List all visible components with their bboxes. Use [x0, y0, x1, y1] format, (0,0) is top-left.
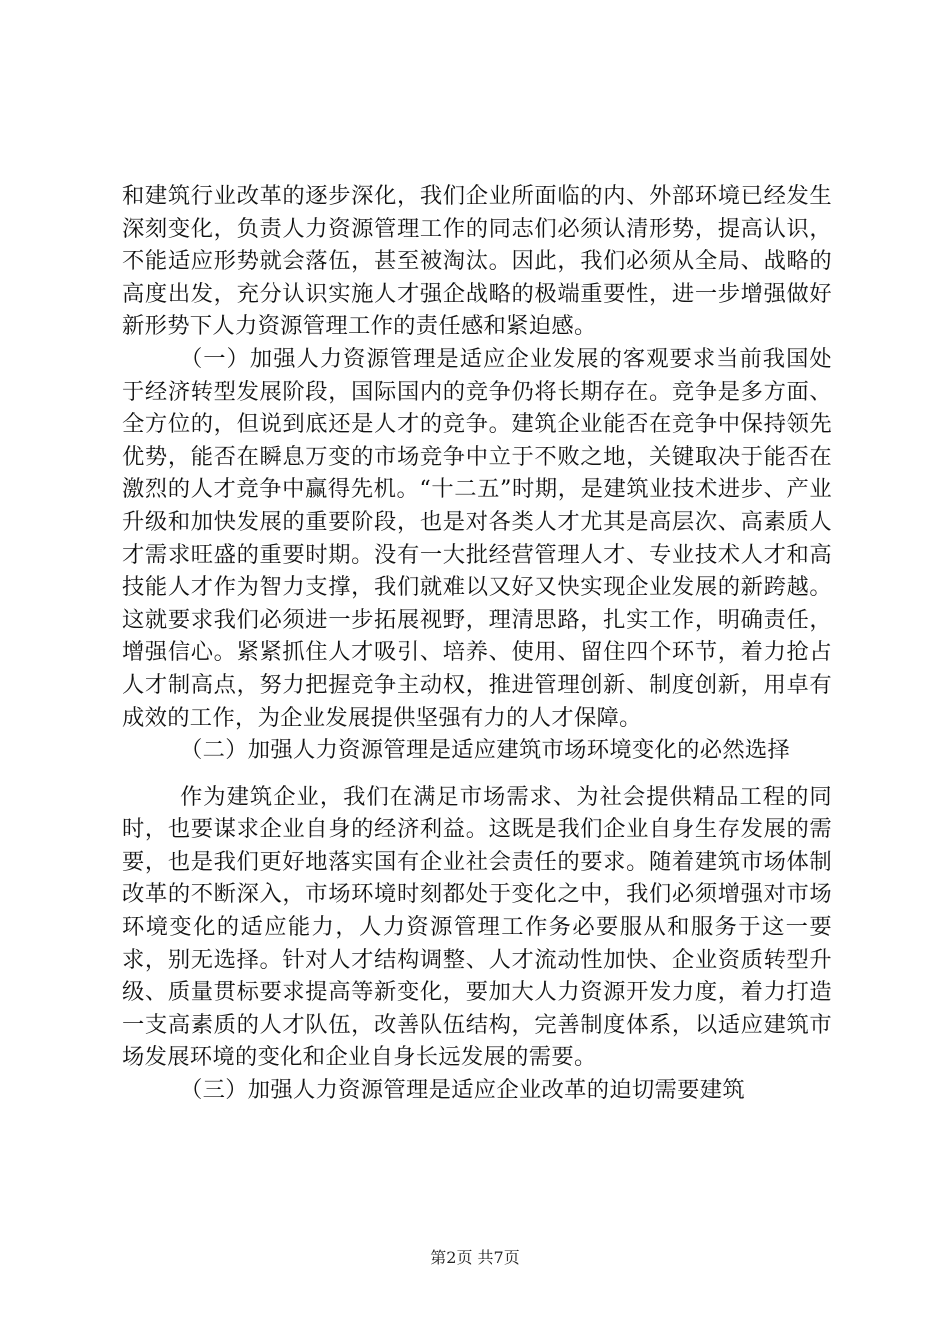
paragraph-section-1: （一）加强人力资源管理是适应企业发展的客观要求当前我国处于经济转型发展阶段，国际国内的竞争仍将长期存在。竞争是多方面、全方位的，但说到底还是人才的竞争。建筑企业能否在竞争中保持领先优势，能否在瞬息万变的市场竞争中立于不败之地，关键取决于能否在激烈的人才竞争中赢得先机。“十二五”时期，是建筑业技术进步、产业升级和加快发展的重要阶段，也是对各类人才尤其是高层次、高素质人才需求旺盛的重要时期。没有一大批经营管理人才、专业技术人才和高技能人才作为智力支撑，我们就难以又好又快实现企业发展的新跨越。这就要求我们必须进一步拓展视野，理清思路，扎实工作，明确责任，增强信心。紧紧抓住人才吸引、培养、使用、留住四个环节，着力抢占人才制高点，努力把握竞争主动权，推进管理创新、制度创新，用卓有成效的工作，为企业发展提供坚强有力的人才保障。: [122, 345, 832, 731]
paragraph-section-3: （三）加强人力资源管理是适应企业改革的迫切需要建筑: [180, 1077, 745, 1104]
paragraph-section-2-heading: （二）加强人力资源管理是适应建筑市场环境变化的必然选择: [180, 737, 791, 764]
paragraph-section-2-body: 作为建筑企业，我们在满足市场需求、为社会提供精品工程的同时，也要谋求企业自身的经济利益。这既是我们企业自身生存发展的需要，也是我们更好地落实国有企业社会责任的要求。随着建筑市场体制改革的不断深入，市场环境时刻都处于变化之中，我们必须增强对市场环境变化的适应能力，人力资源管理工作务必要服从和服务于这一要求，别无选择。针对人才结构调整、人才流动性加快、企业资质转型升级、质量贯标要求提高等新变化，要加大人力资源开发力度，着力打造一支高素质的人才队伍，改善队伍结构，完善制度体系，以适应建筑市场发展环境的变化和企业自身长远发展的需要。: [122, 783, 832, 1071]
paragraph-intro: 和建筑行业改革的逐步深化，我们企业所面临的内、外部环境已经发生深刻变化，负责人力资源管理工作的同志们必须认清形势，提高认识，不能适应形势就会落伍，甚至被淘汰。因此，我们必须从全局、战略的高度出发，充分认识实施人才强企战略的极端重要性，进一步增强做好新形势下人力资源管理工作的责任感和紧迫感。: [122, 183, 832, 340]
page-footer: 第2页 共7页: [430, 1248, 520, 1267]
document-body: [122, 180, 832, 1107]
